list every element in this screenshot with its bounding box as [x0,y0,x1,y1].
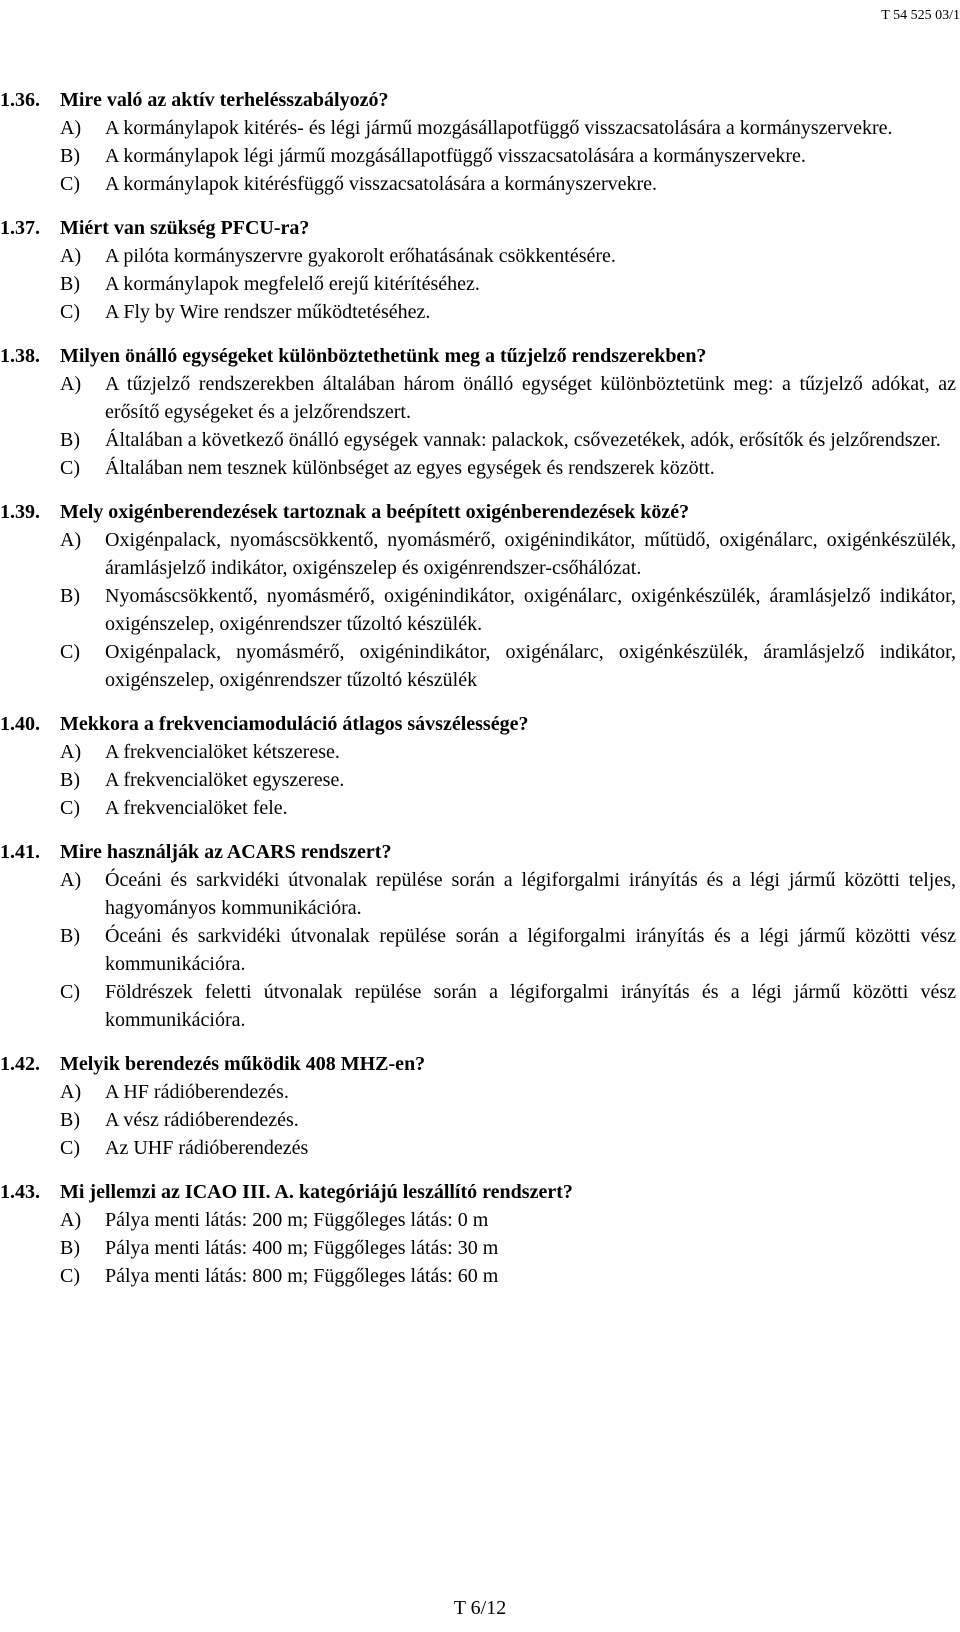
answer-letter: A) [60,117,82,139]
question-text: Mire való az aktív terhelésszabályozó? [60,89,389,111]
question-title [0,710,956,738]
answer-option-b [0,1234,956,1262]
answer-option-a [0,370,956,426]
answer-text: A kormánylapok kitérés- és légi jármű mozgásállapotfüggő visszacsatolására a kormányszervekre. [105,117,893,139]
question-1-40 [0,710,956,822]
question-number: 1.43. [0,1181,40,1203]
question-text: Mi jellemzi az ICAO III. A. kategóriájú leszállító rendszert? [60,1181,573,1203]
answer-letter: B) [60,925,80,947]
question-text: Miért van szükség PFCU-ra? [60,217,310,239]
answer-text: Oxigénpalack, nyomásmérő, oxigénindikátor, oxigénálarc, oxigénkészülék, áramlásjelző indikátor, oxigénszelep, oxigénrendszer tűzoltó készülék [105,641,956,691]
answer-letter: B) [60,1109,80,1131]
answer-option-c [0,170,956,198]
answer-text: A kormánylapok légi jármű mozgásállapotfüggő visszacsatolására a kormányszervekre. [105,145,806,167]
question-text: Mekkora a frekvenciamoduláció átlagos sávszélessége? [60,713,529,735]
answer-text: A tűzjelző rendszerekben általában három önálló egységet különböztetünk meg: a tűzjelző adókat, az erősítő egységeket és a jelzőrendszert. [105,373,956,423]
answer-option-b [0,270,956,298]
answer-text: A frekvencialöket fele. [105,797,288,819]
answer-option-a [0,526,956,582]
answer-text: A kormánylapok kitérésfüggő visszacsatolására a kormányszervekre. [105,173,658,195]
question-1-43 [0,1178,956,1290]
answer-option-b [0,426,956,454]
answer-letter: B) [60,273,80,295]
answer-text: A vész rádióberendezés. [105,1109,299,1131]
question-title [0,1178,956,1206]
answer-option-c [0,978,956,1034]
answer-letter: B) [60,585,80,607]
answer-option-b [0,922,956,978]
answer-option-a [0,242,956,270]
answer-text: A Fly by Wire rendszer működtetéséhez. [105,301,431,323]
document-code: T 54 525 03/1 [881,8,960,23]
answer-text: A frekvencialöket kétszerese. [105,741,340,763]
answer-text: A frekvencialöket egyszerese. [105,769,345,791]
question-1-36 [0,86,956,198]
answer-option-a [0,1206,956,1234]
answer-option-a [0,1078,956,1106]
question-1-38 [0,342,956,482]
answer-option-b [0,582,956,638]
question-title [0,342,956,370]
question-title [0,838,956,866]
question-text: Melyik berendezés működik 408 MHZ-en? [60,1053,426,1075]
question-1-39 [0,498,956,694]
answer-option-a [0,738,956,766]
question-number: 1.36. [0,89,40,111]
question-title [0,214,956,242]
answer-letter: C) [60,641,80,663]
answer-option-a [0,866,956,922]
answer-letter: C) [60,457,80,479]
answer-text: Pálya menti látás: 200 m; Függőleges látás: 0 m [105,1209,489,1231]
answer-text: Nyomáscsökkentő, nyomásmérő, oxigénindikátor, oxigénálarc, oxigénkészülék, áramlásjelző indikátor, oxigénszelep, oxigénrendszer tűzoltó készülék. [105,585,956,635]
answer-text: Óceáni és sarkvidéki útvonalak repülése során a légiforgalmi irányítás és a légi jármű közötti vész kommunikációra. [105,925,956,975]
question-text: Milyen önálló egységeket különböztethetünk meg a tűzjelző rendszerekben? [60,345,707,367]
question-number: 1.38. [0,345,40,367]
question-1-42 [0,1050,956,1162]
answer-letter: C) [60,981,80,1003]
question-title [0,498,956,526]
answer-letter: C) [60,1265,80,1287]
answer-letter: C) [60,173,80,195]
answer-option-c [0,454,956,482]
answer-letter: A) [60,373,82,395]
question-list [0,86,956,1306]
answer-letter: B) [60,145,80,167]
answer-text: Általában a következő önálló egységek vannak: palackok, csővezetékek, adók, erősítők és jelzőrendszer. [105,429,941,451]
answer-text: Az UHF rádióberendezés [105,1137,309,1159]
answer-option-b [0,142,956,170]
answer-letter: B) [60,769,80,791]
question-title [0,86,956,114]
answer-letter: C) [60,301,80,323]
answer-letter: B) [60,1237,80,1259]
answer-text: Óceáni és sarkvidéki útvonalak repülése során a légiforgalmi irányítás és a légi jármű közötti teljes, hagyományos kommunikációra. [105,869,956,919]
answer-text: A HF rádióberendezés. [105,1081,289,1103]
answer-text: Földrészek feletti útvonalak repülése során a légiforgalmi irányítás és a légi jármű közötti vész kommunikációra. [105,981,956,1031]
answer-text: Általában nem tesznek különbséget az egyes egységek és rendszerek között. [105,457,715,479]
question-text: Mire használják az ACARS rendszert? [60,841,392,863]
question-1-37 [0,214,956,326]
answer-option-c [0,1262,956,1290]
answer-letter: C) [60,797,80,819]
answer-letter: B) [60,429,80,451]
answer-option-c [0,298,956,326]
answer-letter: A) [60,869,82,891]
question-title [0,1050,956,1078]
answer-option-a [0,114,956,142]
answer-letter: A) [60,245,82,267]
answer-text: A kormánylapok megfelelő erejű kitérítéséhez. [105,273,480,295]
answer-letter: A) [60,1209,82,1231]
question-number: 1.39. [0,501,40,523]
answer-option-c [0,794,956,822]
answer-letter: A) [60,529,82,551]
page-number: T 6/12 [453,1597,507,1619]
answer-text: Pálya menti látás: 400 m; Függőleges látás: 30 m [105,1237,499,1259]
answer-option-b [0,766,956,794]
question-text: Mely oxigénberendezések tartoznak a beépített oxigénberendezések közé? [60,501,690,523]
answer-option-c [0,638,956,694]
answer-option-b [0,1106,956,1134]
answer-letter: C) [60,1137,80,1159]
question-number: 1.37. [0,217,40,239]
question-1-41 [0,838,956,1034]
answer-letter: A) [60,1081,82,1103]
question-number: 1.41. [0,841,40,863]
answer-text: A pilóta kormányszervre gyakorolt erőhatásának csökkentésére. [105,245,616,267]
answer-option-c [0,1134,956,1162]
answer-text: Oxigénpalack, nyomáscsökkentő, nyomásmérő, oxigénindikátor, műtüdő, oxigénálarc, oxigénkészülék, áramlásjelző indikátor, oxigénszelep és oxigénrendszer-csőhálózat. [105,529,956,579]
question-number: 1.40. [0,713,40,735]
question-number: 1.42. [0,1053,40,1075]
answer-letter: A) [60,741,82,763]
answer-text: Pálya menti látás: 800 m; Függőleges látás: 60 m [105,1265,499,1287]
